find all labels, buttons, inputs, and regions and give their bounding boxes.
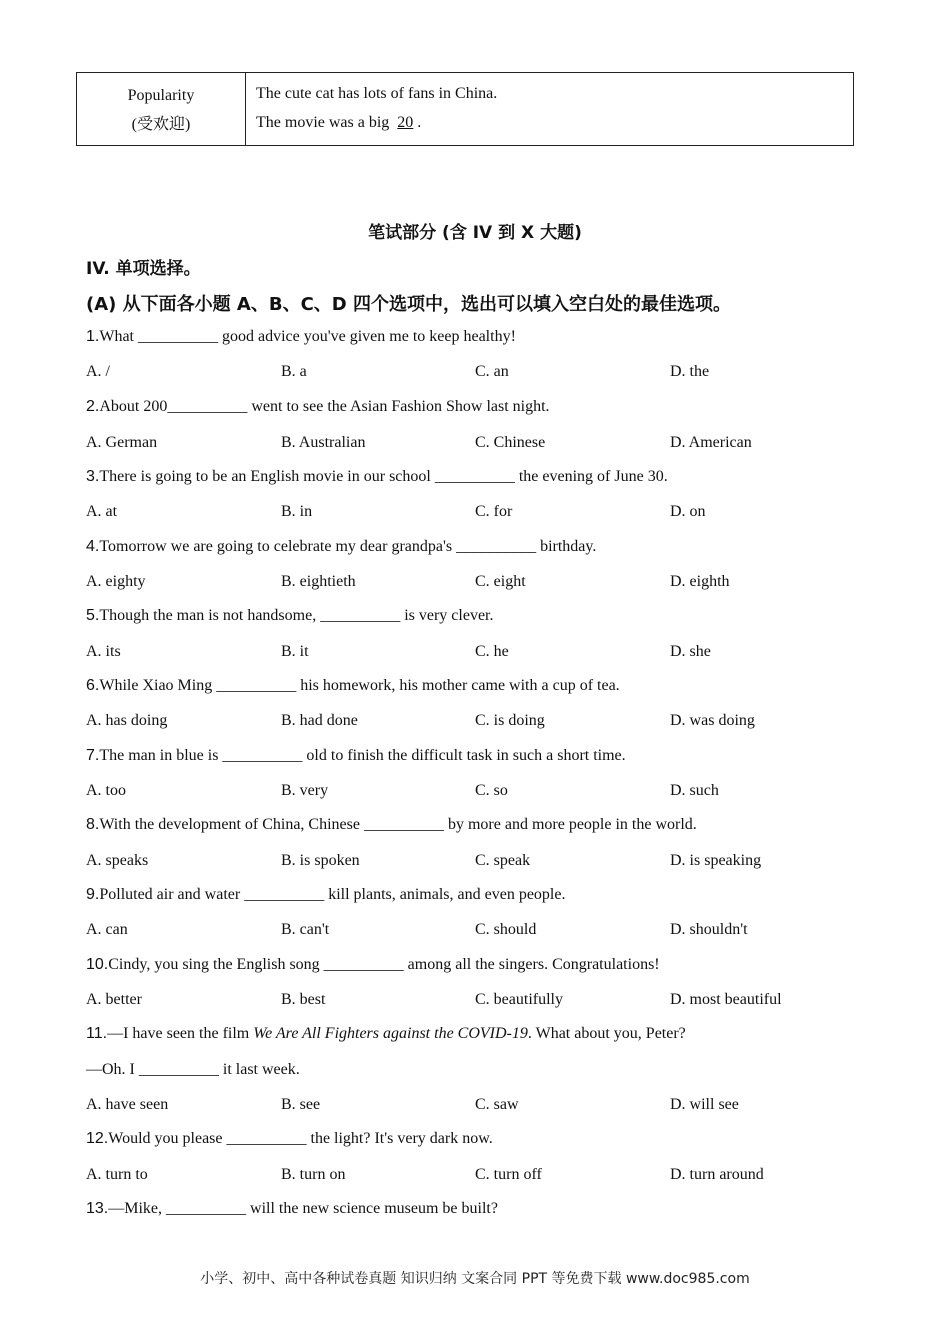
question-10-option-b[interactable]: B. best <box>281 991 326 1008</box>
question-6-stem <box>86 677 620 695</box>
question-text: About 200__________ went to see the Asian Fashion Show last night. <box>99 398 550 415</box>
question-2-stem <box>86 398 550 416</box>
question-text: While Xiao Ming __________ his homework, his mother came with a cup of tea. <box>99 677 620 694</box>
question-text: Cindy, you sing the English song __________ among all the singers. Congratulations! <box>108 956 660 973</box>
part-iv-heading: IV. 单项选择。 <box>86 259 201 279</box>
question-11-stem <box>86 1025 686 1043</box>
question-4-option-c[interactable]: C. eight <box>475 573 526 590</box>
question-2-option-a[interactable]: A. German <box>86 434 158 451</box>
question-7-option-a[interactable]: A. too <box>86 782 126 799</box>
question-text: . What about you, Peter? <box>527 1025 686 1042</box>
term-chinese: (受欢迎) <box>131 116 191 133</box>
question-7-stem <box>86 747 626 765</box>
blank-number: 20 <box>397 114 414 131</box>
question-7-option-b[interactable]: B. very <box>281 782 329 799</box>
example-text: The movie was a big <box>256 114 390 131</box>
question-2-option-c[interactable]: C. Chinese <box>475 434 546 451</box>
question-2-option-d[interactable]: D. American <box>670 434 752 451</box>
question-6-option-d[interactable]: D. was doing <box>670 712 755 729</box>
question-9-option-c[interactable]: C. should <box>475 921 537 938</box>
question-12-option-d[interactable]: D. turn around <box>670 1166 764 1183</box>
question-12-option-b[interactable]: B. turn on <box>281 1166 346 1183</box>
question-number: 3. <box>86 468 100 485</box>
question-number: 11. <box>86 1025 108 1042</box>
question-1-option-b[interactable]: B. a <box>281 363 307 380</box>
question-3-option-b[interactable]: B. in <box>281 503 313 520</box>
question-text: Polluted air and water __________ kill plants, animals, and even people. <box>99 886 566 903</box>
question-number: 10. <box>86 956 109 973</box>
question-5-option-a[interactable]: A. its <box>86 643 121 660</box>
section-title: 笔试部分 (含 IV 到 X 大题) <box>368 223 582 243</box>
question-number: 6. <box>86 677 100 694</box>
question-3-option-a[interactable]: A. at <box>86 503 118 520</box>
question-12-option-a[interactable]: A. turn to <box>86 1166 148 1183</box>
question-4-option-a[interactable]: A. eighty <box>86 573 146 590</box>
question-2-option-b[interactable]: B. Australian <box>281 434 366 451</box>
question-text: Would you please __________ the light? It's very dark now. <box>108 1130 493 1147</box>
question-1-option-c[interactable]: C. an <box>475 363 509 380</box>
question-3-option-c[interactable]: C. for <box>475 503 513 520</box>
question-1-option-a[interactable]: A. / <box>86 363 110 380</box>
question-3-option-d[interactable]: D. on <box>670 503 706 520</box>
question-11-reply: —Oh. I __________ it last week. <box>86 1061 300 1078</box>
question-number: 5. <box>86 607 100 624</box>
question-11-option-b[interactable]: B. see <box>281 1096 321 1113</box>
page-footer: 小学、初中、高中各种试卷真题 知识归纳 文案合同 PPT 等免费下载 www.doc985.com <box>200 1271 750 1287</box>
question-number: 13. <box>86 1200 109 1217</box>
example-sentence-1: The cute cat has lots of fans in China. <box>256 85 498 102</box>
question-8-option-b[interactable]: B. is spoken <box>281 852 360 869</box>
question-text: Though the man is not handsome, __________ is very clever. <box>99 607 494 624</box>
question-number: 9. <box>86 886 100 903</box>
question-number: 7. <box>86 747 100 764</box>
question-text: With the development of China, Chinese __________ by more and more people in the world. <box>99 816 697 833</box>
question-5-option-d[interactable]: D. she <box>670 643 711 660</box>
question-5-stem <box>86 607 494 625</box>
question-11-option-a[interactable]: A. have seen <box>86 1096 169 1113</box>
question-number: 4. <box>86 538 100 555</box>
question-5-option-b[interactable]: B. it <box>281 643 309 660</box>
question-text: —I have seen the film <box>107 1025 254 1042</box>
question-9-option-a[interactable]: A. can <box>86 921 128 938</box>
question-13-stem <box>86 1200 498 1218</box>
question-8-stem <box>86 816 697 834</box>
question-text: There is going to be an English movie in our school __________ the evening of June 30. <box>99 468 668 485</box>
question-12-option-c[interactable]: C. turn off <box>475 1166 542 1183</box>
question-10-option-a[interactable]: A. better <box>86 991 142 1008</box>
question-8-option-a[interactable]: A. speaks <box>86 852 149 869</box>
table-cell-term <box>77 73 246 145</box>
part-a-instructions: (A) 从下面各小题 A、B、C、D 四个选项中，选出可以填入空白处的最佳选项。 <box>86 294 731 315</box>
question-9-stem <box>86 886 565 904</box>
table-cell-examples <box>246 73 853 145</box>
question-text: —Mike, __________ will the new science museum be built? <box>108 1200 498 1217</box>
question-number: 2. <box>86 398 100 415</box>
question-9-option-d[interactable]: D. shouldn't <box>670 921 748 938</box>
question-11-option-d[interactable]: D. will see <box>670 1096 739 1113</box>
question-text: Tomorrow we are going to celebrate my dear grandpa's __________ birthday. <box>99 538 597 555</box>
question-9-option-b[interactable]: B. can't <box>281 921 330 938</box>
question-10-option-c[interactable]: C. beautifully <box>475 991 563 1008</box>
question-12-stem <box>86 1130 493 1148</box>
term-english: Popularity <box>127 87 195 104</box>
question-1-stem <box>86 328 516 346</box>
question-5-option-c[interactable]: C. he <box>475 643 509 660</box>
question-3-stem <box>86 468 668 486</box>
film-title: We Are All Fighters against the COVID-19 <box>253 1025 528 1042</box>
question-4-stem <box>86 538 596 556</box>
question-6-option-a[interactable]: A. has doing <box>86 712 168 729</box>
question-text: The man in blue is __________ old to finish the difficult task in such a short time. <box>99 747 626 764</box>
question-1-option-d[interactable]: D. the <box>670 363 710 380</box>
question-number: 8. <box>86 816 100 833</box>
question-6-option-c[interactable]: C. is doing <box>475 712 545 729</box>
question-6-option-b[interactable]: B. had done <box>281 712 358 729</box>
question-7-option-c[interactable]: C. so <box>475 782 508 799</box>
question-10-option-d[interactable]: D. most beautiful <box>670 991 782 1008</box>
question-text: What __________ good advice you've given me to keep healthy! <box>99 328 516 345</box>
question-8-option-c[interactable]: C. speak <box>475 852 531 869</box>
question-4-option-b[interactable]: B. eightieth <box>281 573 356 590</box>
question-4-option-d[interactable]: D. eighth <box>670 573 730 590</box>
question-11-option-c[interactable]: C. saw <box>475 1096 519 1113</box>
question-number: 12. <box>86 1130 109 1147</box>
question-7-option-d[interactable]: D. such <box>670 782 719 799</box>
example-period: . <box>417 114 422 131</box>
question-8-option-d[interactable]: D. is speaking <box>670 852 762 869</box>
question-10-stem <box>86 956 660 974</box>
example-sentence-2 <box>256 108 853 137</box>
vocab-table <box>76 72 854 146</box>
question-number: 1. <box>86 328 100 345</box>
